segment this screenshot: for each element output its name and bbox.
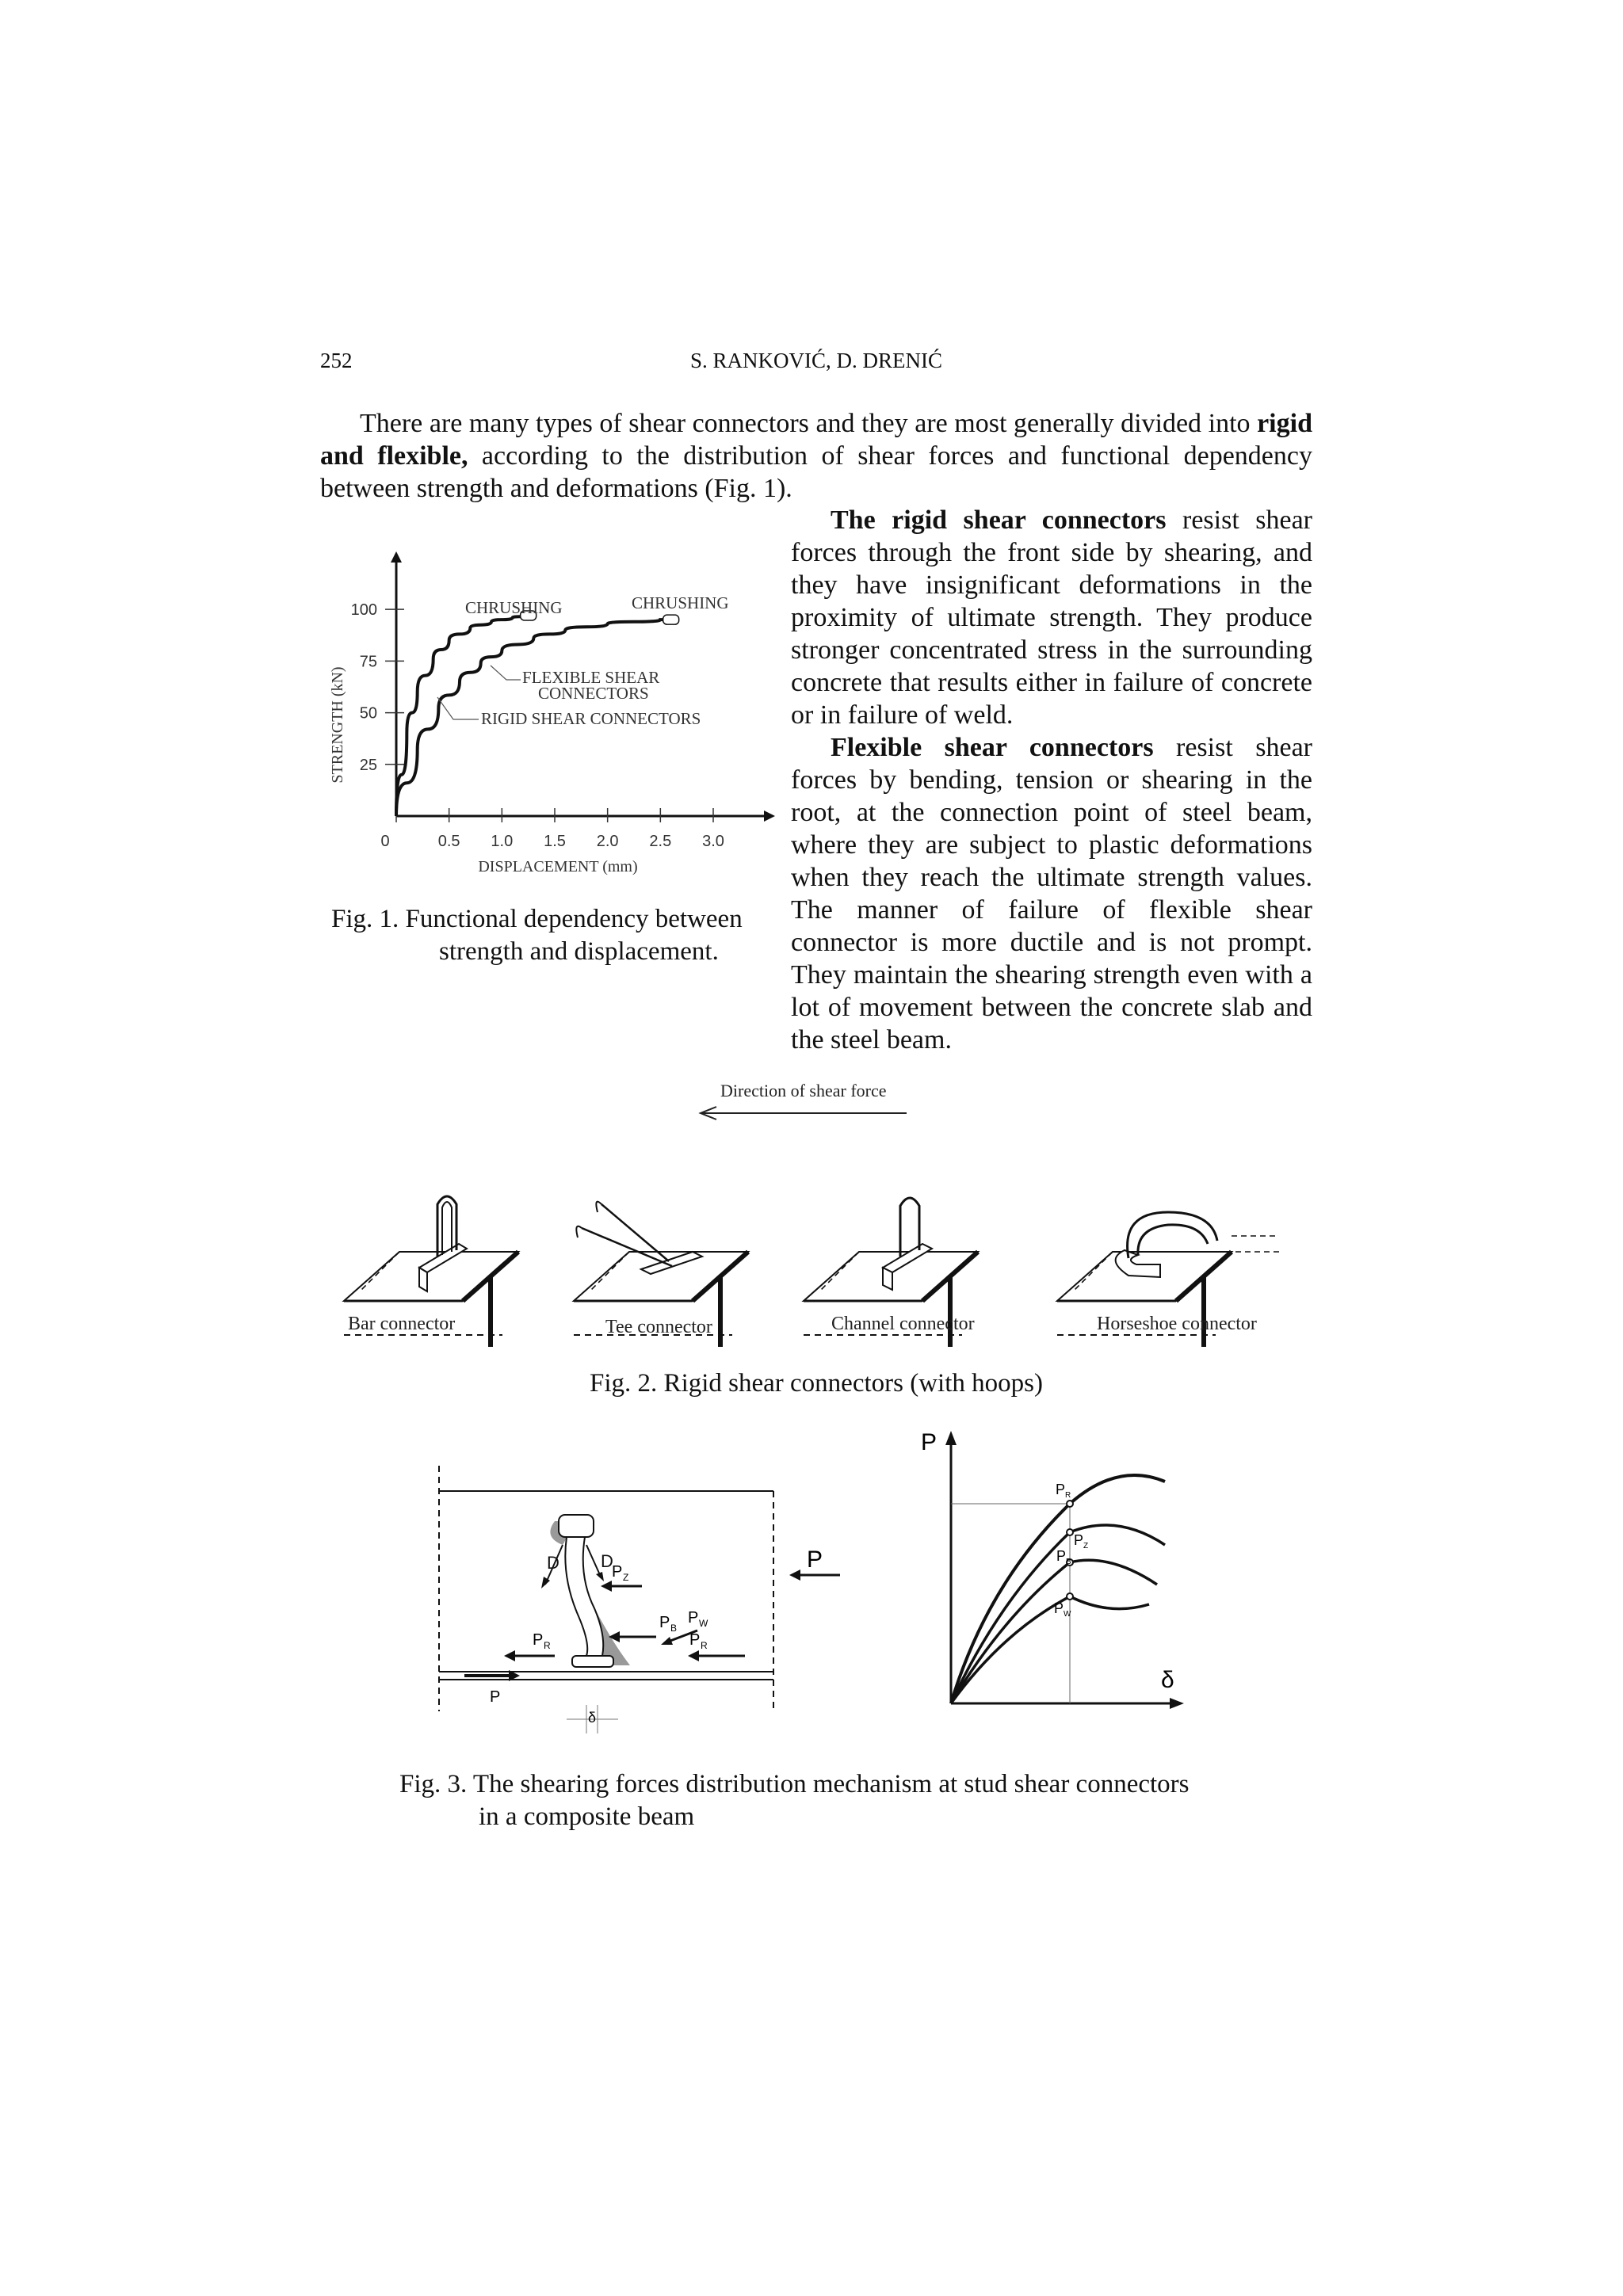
- flexible-leader: [491, 666, 521, 680]
- fig1-plot: [329, 551, 775, 875]
- intro-bold: rigid and flexible,: [320, 409, 1312, 471]
- label-d-left: D: [547, 1553, 559, 1573]
- label-pr-right-sub: R: [701, 1640, 708, 1651]
- label-pr-left: P: [533, 1631, 544, 1649]
- label-pz: P: [1074, 1532, 1084, 1548]
- point-pz: [1067, 1529, 1073, 1535]
- direction-label: Direction of shear force: [720, 1081, 887, 1100]
- connector-label-bar: Bar connector: [348, 1314, 456, 1334]
- fig1-chart: [320, 547, 788, 887]
- page-number: 252: [320, 349, 353, 372]
- curve-pr: [951, 1475, 1165, 1703]
- stud-head: [559, 1515, 594, 1537]
- flexible-text: resist shear forces by bending, tension or shearing in the root, at the connection point of steel beam, where they are subject to plastic deformations when they reach the ultimate strength values. The manner of failure of flexible shear connector is more ductile and is not prompt. They maintain the shearing strength even with a lot of movement between the concrete slab and the steel beam.: [791, 733, 1312, 1055]
- x-axis-arrow: [1170, 1698, 1184, 1709]
- point-pr: [1067, 1501, 1073, 1507]
- y-axis-label: P: [921, 1429, 938, 1455]
- label-pb-sub: B: [670, 1623, 678, 1634]
- label-pb-sub: B: [1066, 1558, 1071, 1566]
- crushing-label-flexible: CHRUSHING: [632, 593, 729, 612]
- x-tick-label: 2.5: [649, 833, 672, 850]
- x-tick-label: 2.0: [596, 833, 619, 850]
- flexible-crush-marker: [663, 615, 679, 624]
- rigid-text: resist shear forces through the front side by shearing, and they have insignificant deformations in the proximity of ultimate strength. They produce stronger concentrated stress in the surrounding concrete that results either in failure of concrete or in failure of weld.: [791, 505, 1312, 730]
- flexible-paragraph: [791, 731, 1312, 1056]
- fig2-caption: Fig. 2. Rigid shear connectors (with hoops): [590, 1369, 1043, 1398]
- flexible-bold: Flexible shear connectors: [831, 733, 1154, 762]
- fig3-load-slip-chart: [911, 1426, 1220, 1711]
- intro-paragraph: [320, 407, 1312, 505]
- label-slip-delta: δ: [588, 1710, 597, 1726]
- crushing-label-rigid: CHRUSHING: [465, 598, 563, 617]
- label-p-slab: P: [807, 1547, 823, 1573]
- x-axis-arrow: [764, 810, 775, 822]
- x-tick-label: 3.0: [702, 833, 724, 850]
- fig3-caption-line1: Fig. 3. The shearing forces distribution mechanism at stud shear connectors: [399, 1770, 1190, 1798]
- rigid-label: RIGID SHEAR CONNECTORS: [481, 709, 701, 728]
- label-pw-sub: W: [1064, 1610, 1071, 1619]
- label-pz-sub: Z: [1083, 1542, 1089, 1550]
- x-tick-label: 0: [380, 833, 390, 850]
- y-axis-arrow: [391, 551, 402, 563]
- label-pz-sub: Z: [623, 1572, 629, 1583]
- running-header: [320, 349, 1312, 380]
- y-tick-label: 25: [359, 756, 377, 774]
- y-tick-label: 50: [359, 704, 377, 723]
- label-pw-sub: W: [699, 1618, 708, 1629]
- x-tick-label: 1.5: [544, 833, 566, 850]
- label-pr-sub: R: [1065, 1491, 1071, 1500]
- connector-label-channel: Channel connector: [831, 1314, 975, 1334]
- stud-weld: [572, 1656, 613, 1667]
- label-pr: P: [1056, 1482, 1066, 1497]
- fig1-caption-line2: strength and displacement.: [439, 937, 719, 966]
- label-pb: P: [659, 1614, 670, 1631]
- fig3-caption: [399, 1768, 1271, 1833]
- fig3-caption-line2: in a composite beam: [479, 1802, 695, 1831]
- running-authors: S. RANKOVIĆ, D. DRENIĆ: [689, 349, 942, 372]
- fig1-caption-line1: Fig. 1. Functional dependency between: [331, 905, 743, 933]
- stud-shank: [565, 1537, 603, 1656]
- label-pb: P: [1056, 1548, 1067, 1564]
- label-p-beam: P: [490, 1688, 501, 1706]
- label-pz: P: [612, 1563, 623, 1581]
- x-axis-label: DISPLACEMENT (mm): [478, 858, 638, 875]
- right-column: [791, 504, 1312, 1056]
- curve-pw: [951, 1596, 1149, 1703]
- label-d-right: D: [601, 1551, 613, 1571]
- label-pr-left-sub: R: [544, 1640, 551, 1651]
- y-axis-label: STRENGTH (kN): [329, 666, 346, 784]
- d-arrow-right: [586, 1545, 601, 1577]
- intro-text-1: There are many types of shear connectors and they are most generally divided into: [360, 409, 1258, 438]
- fig3-stud-diagram: [428, 1458, 856, 1743]
- flexible-label-line2: CONNECTORS: [538, 684, 649, 703]
- x-axis-label: δ: [1161, 1667, 1174, 1693]
- rigid-paragraph: [791, 504, 1312, 731]
- flexible-label-line1: FLEXIBLE SHEAR: [522, 668, 660, 687]
- y-tick-label: 75: [359, 653, 377, 671]
- label-pr-right: P: [689, 1631, 701, 1649]
- intro-text-2: according to the distribution of shear forces and functional dependency between strength and deformations (Fig. 1).: [320, 441, 1312, 503]
- label-pw: P: [688, 1609, 699, 1627]
- y-tick-label: 100: [350, 601, 377, 620]
- rigid-bold: The rigid shear connectors: [831, 505, 1167, 535]
- label-pw: P: [1054, 1600, 1064, 1616]
- y-axis-arrow: [945, 1431, 957, 1445]
- x-tick-label: 0.5: [437, 833, 460, 850]
- point-pw: [1067, 1593, 1073, 1600]
- x-tick-label: 1.0: [491, 833, 514, 850]
- fig1-caption: [331, 903, 775, 968]
- rigid-leader: [437, 697, 479, 719]
- fig2-illustration: [320, 1077, 1312, 1347]
- curve-pb: [951, 1560, 1157, 1703]
- connector-label-tee: Tee connector: [605, 1317, 712, 1337]
- connector-label-horseshoe: Horseshoe connector: [1097, 1314, 1257, 1334]
